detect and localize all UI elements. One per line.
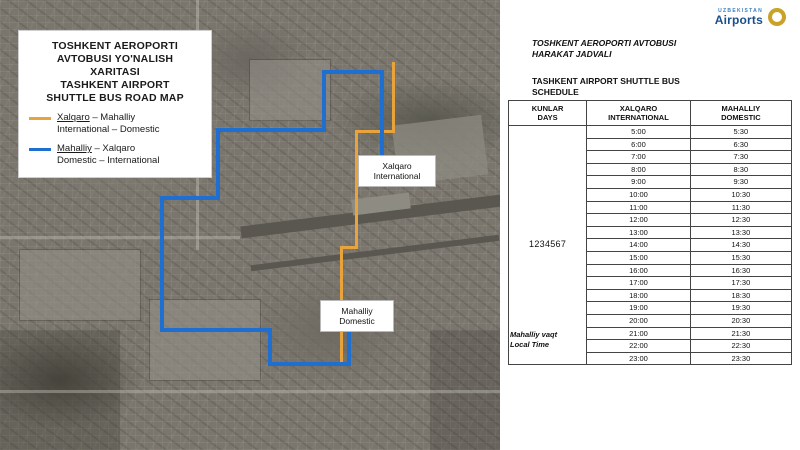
route-domestic-to-international — [380, 70, 384, 162]
table-row — [509, 126, 792, 139]
cell-xalqaro-time: 22:00 — [587, 340, 691, 353]
legend-entry-text — [57, 112, 159, 136]
cell-xalqaro-time: 11:00 — [587, 201, 691, 214]
map-label-line: Mahalliy — [341, 306, 373, 316]
cell-xalqaro-time: 8:00 — [587, 163, 691, 176]
route-domestic-to-international — [322, 70, 326, 130]
cell-mahalliy-time: 13:30 — [690, 226, 791, 239]
legend-color-swatch-orange — [29, 117, 51, 120]
cell-xalqaro-time: 18:00 — [587, 289, 691, 302]
legend-entry-international-domestic — [29, 112, 201, 136]
local-time-note — [510, 330, 557, 350]
column-header-days — [509, 101, 587, 126]
city-block — [250, 60, 330, 120]
map-label-line: International — [373, 171, 421, 181]
cell-mahalliy-time: 10:30 — [690, 188, 791, 201]
map-label-mahalliy-domestic — [320, 300, 394, 332]
column-header-line: KUNLAR — [531, 104, 564, 113]
legend-entry-dest: – Xalqaro — [91, 143, 136, 154]
legend-entry-dest: – Mahalliy — [89, 112, 136, 123]
legend-entry-domestic-international — [29, 143, 201, 167]
cell-mahalliy-time: 20:30 — [690, 314, 791, 327]
column-header-line: MAHALLIY — [721, 104, 761, 113]
schedule-heading-line: TASHKENT AIRPORT SHUTTLE BUS — [532, 76, 680, 86]
legend-title-line: XARITASI — [90, 66, 140, 78]
logo-line-airports: Airports — [714, 13, 763, 27]
column-header-line: INTERNATIONAL — [608, 113, 669, 122]
route-domestic-to-international — [322, 70, 384, 74]
days-value-cell: 1234567 — [509, 126, 587, 365]
cell-xalqaro-time: 9:00 — [587, 176, 691, 189]
legend-entry-text — [57, 143, 159, 167]
legend-entry-translation: International – Domestic — [57, 124, 160, 135]
city-block — [20, 250, 140, 320]
cell-mahalliy-time: 17:30 — [690, 277, 791, 290]
cell-xalqaro-time: 17:00 — [587, 277, 691, 290]
column-header-line: XALQARO — [619, 104, 658, 113]
route-domestic-to-international — [268, 362, 351, 366]
cell-xalqaro-time: 15:00 — [587, 251, 691, 264]
schedule-heading-en — [532, 76, 680, 98]
column-header-xalqaro-international — [587, 101, 691, 126]
cell-mahalliy-time: 23:30 — [690, 352, 791, 365]
route-international-to-domestic — [355, 130, 358, 248]
route-international-to-domestic — [355, 130, 395, 133]
legend-title-line: AVTOBUSI YO'NALISH — [56, 53, 174, 65]
schedule-heading-line: TOSHKENT AEROPORTI AVTOBUSI — [532, 38, 677, 48]
cell-mahalliy-time: 21:30 — [690, 327, 791, 340]
cell-mahalliy-time: 19:30 — [690, 302, 791, 315]
city-block — [150, 300, 260, 380]
cell-mahalliy-time: 18:30 — [690, 289, 791, 302]
route-domestic-to-international — [160, 196, 220, 200]
cell-xalqaro-time: 7:00 — [587, 151, 691, 164]
cell-xalqaro-time: 21:00 — [587, 327, 691, 340]
table-header-row — [509, 101, 792, 126]
cell-mahalliy-time: 12:30 — [690, 214, 791, 227]
schedule-heading-uz — [532, 38, 676, 60]
route-international-to-domestic — [392, 62, 395, 132]
map-label-line: Xalqaro — [382, 161, 412, 171]
logo-text — [715, 8, 763, 26]
cell-xalqaro-time: 10:00 — [587, 188, 691, 201]
cell-xalqaro-time: 23:00 — [587, 352, 691, 365]
map-label-line: Domestic — [339, 316, 375, 326]
cell-xalqaro-time: 6:00 — [587, 138, 691, 151]
legend-color-swatch-blue — [29, 148, 51, 151]
legend-title-line: TASHKENT AIRPORT — [60, 79, 170, 91]
cell-mahalliy-time: 15:30 — [690, 251, 791, 264]
legend-entry-translation: Domestic – International — [57, 155, 160, 166]
cell-xalqaro-time: 16:00 — [587, 264, 691, 277]
legend-entry-origin: Mahalliy — [57, 143, 92, 154]
schedule-heading-line: HARAKAT JADVALI — [532, 49, 612, 59]
logo-line-uzbekistan: UZBEKISTAN — [718, 8, 763, 14]
legend-entry-origin: Xalqaro — [57, 112, 90, 123]
route-domestic-to-international — [160, 196, 164, 330]
cell-mahalliy-time: 5:30 — [690, 126, 791, 139]
cell-xalqaro-time: 5:00 — [587, 126, 691, 139]
map-label-xalqaro-international — [358, 155, 436, 187]
column-header-mahalliy-domestic — [690, 101, 791, 126]
legend-title — [29, 40, 201, 105]
route-domestic-to-international — [216, 128, 326, 132]
cell-xalqaro-time: 19:00 — [587, 302, 691, 315]
legend-title-line: TOSHKENT AEROPORTI — [51, 40, 179, 52]
cell-mahalliy-time: 9:30 — [690, 176, 791, 189]
schedule-heading-line: SCHEDULE — [532, 87, 579, 97]
cell-mahalliy-time: 22:30 — [690, 340, 791, 353]
uzbekistan-airports-logo — [715, 8, 786, 26]
cell-mahalliy-time: 11:30 — [690, 201, 791, 214]
route-domestic-to-international — [216, 128, 220, 198]
road — [0, 236, 240, 239]
cell-mahalliy-time: 8:30 — [690, 163, 791, 176]
legend-box — [18, 30, 212, 178]
schedule-panel — [500, 0, 800, 450]
cell-mahalliy-time: 14:30 — [690, 239, 791, 252]
cell-mahalliy-time: 7:30 — [690, 151, 791, 164]
cell-xalqaro-time: 14:00 — [587, 239, 691, 252]
schedule-table-head — [509, 101, 792, 126]
cell-xalqaro-time: 13:00 — [587, 226, 691, 239]
route-domestic-to-international — [268, 330, 272, 366]
local-time-line: Local Time — [510, 340, 550, 349]
cell-xalqaro-time: 12:00 — [587, 214, 691, 227]
schedule-table-body — [509, 126, 792, 365]
cell-xalqaro-time: 20:00 — [587, 314, 691, 327]
cell-mahalliy-time: 6:30 — [690, 138, 791, 151]
schedule-table — [508, 100, 792, 365]
legend-title-line: SHUTTLE BUS ROAD MAP — [46, 92, 184, 104]
route-domestic-to-international — [160, 328, 272, 332]
cell-mahalliy-time: 16:30 — [690, 264, 791, 277]
local-time-line: Mahalliy vaqt — [510, 330, 558, 339]
column-header-line: DAYS — [537, 113, 558, 122]
road — [0, 390, 500, 393]
column-header-line: DOMESTIC — [721, 113, 761, 122]
roundel-icon — [768, 8, 786, 26]
